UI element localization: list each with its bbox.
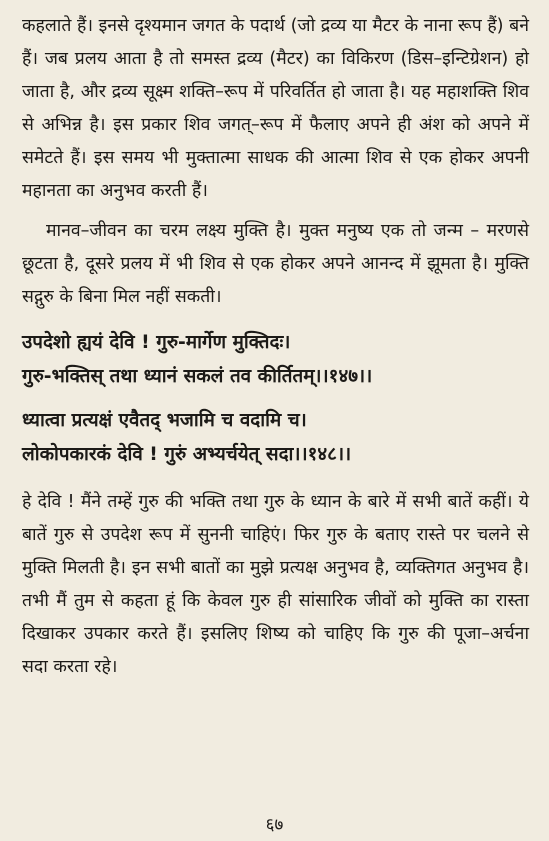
verse-148 <box>22 404 529 472</box>
verse-147-line-1: उपदेशो ह्ययं देवि ! गुरु-मार्गेण मुक्तिदः। <box>22 332 291 353</box>
paragraph-3: हे देवि ! मैंने तम्हें गुरु की भक्ति तथा गुरु के ध्यान के बारे में सभी बातें कहीं। ये बातें गुरु से उपदेश रूप में सुननी चाहिएं। फिर गुरु के बताए रास्ते पर चलने से मुक्ति मिलती है। इन सभी बातों का मुझे प्रत्यक्ष अनुभव है, व्यक्तिगत अनुभव है। तभी मैं तुम से कहता हूं कि केवल गुरु ही सांसारिक जीवों को मुक्ति का रास्ता दिखाकर उपकार करते हैं। इसलिए शिष्य को चाहिए कि गुरु की पूजा–अर्चना सदा करता रहे। <box>22 492 529 677</box>
paragraph-1: कहलाते हैं। इनसे दृश्यमान जगत के पदार्थ (जो द्रव्य या मैटर के नाना रूप हैं) बने हैं। जब प्रलय आता है तो समस्त द्रव्य (मैटर) का विकिरण (डिस–इन्टिग्रेशन) हो जाता है, और द्रव्य सूक्ष्म शक्ति–रूप में परिवर्तित हो जाता है। यह महाशक्ति शिव से अभिन्न है। इस प्रकार शिव जगत्–रूप में फैलाए अपने ही अंश को अपने में समेटते हैं। इस समय भी मुक्तात्मा साधक की आत्मा शिव से एक होकर अपनी महानता का अनुभव करती हैं। <box>22 16 529 201</box>
verse-147 <box>22 326 529 394</box>
page-content <box>22 10 529 684</box>
verse-147-line-2: गुरु-भक्तिस् तथा ध्यानं सकलं तव कीर्तितम्।।१४७।। <box>22 366 373 387</box>
paragraph-2: मानव–जीवन का चरम लक्ष्य मुक्ति है। मुक्त मनुष्य एक तो जन्म – मरणसे छूटता है, दूसरे प्रलय में भी शिव से एक होकर अपने आनन्द में झूमता है। मुक्ति सद्गुरु के बिना मिल नहीं सकती। <box>22 221 529 307</box>
verse-148-line-1: ध्यात्वा प्रत्यक्षं एवैतद् भजामि च वदामि च। <box>22 410 307 431</box>
page-number: ६७ <box>265 815 284 835</box>
verse-148-line-2: लोकोपकारकं देवि ! गुरुं अभ्यर्चयेत् सदा।।१४८।। <box>22 444 352 465</box>
